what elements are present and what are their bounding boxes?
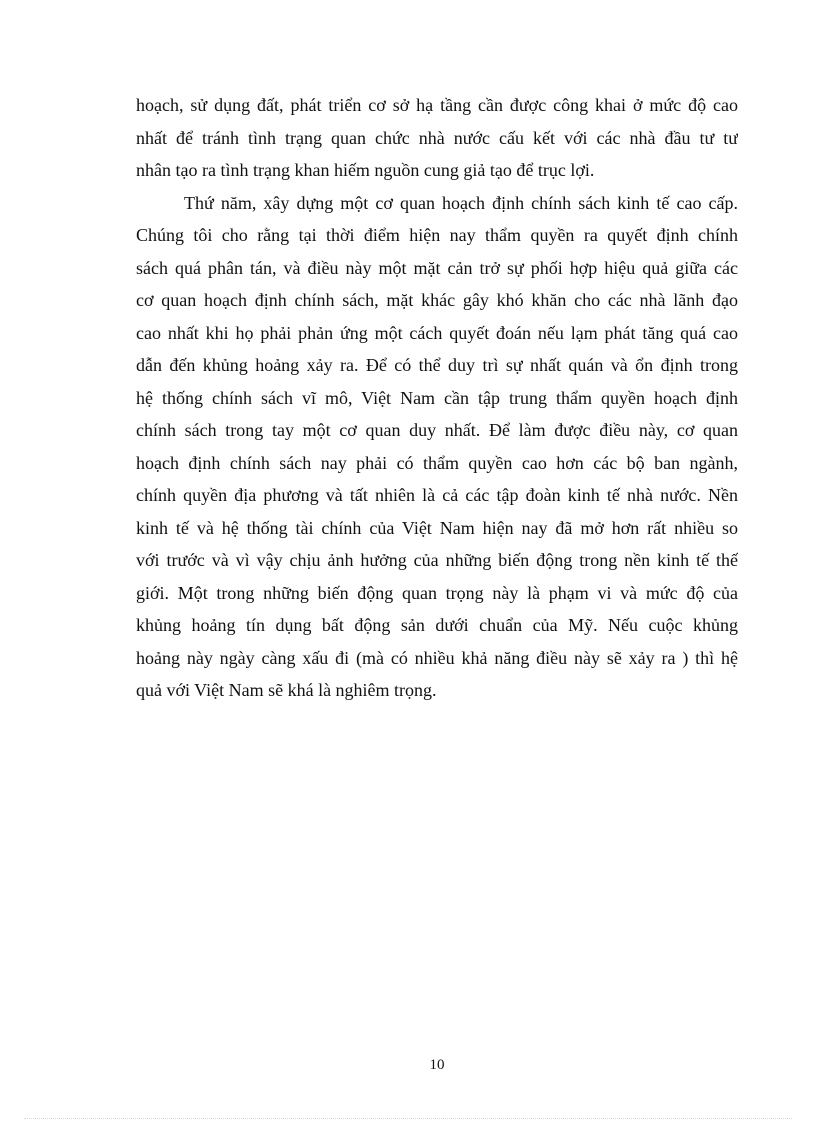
body-text (136, 89, 738, 707)
text-line: sách quá phân tán, và điều này một mặt cản trở sự phối hợp hiệu quả giữa các (136, 257, 738, 278)
text-line: kinh tế và hệ thống tài chính của Việt Nam hiện nay đã mở hơn rất nhiều so (136, 517, 738, 538)
text-line: chính sách trong tay một cơ quan duy nhất. Để làm được điều này, cơ quan (136, 420, 738, 440)
text-line: khủng hoảng tín dụng bất động sản dưới chuẩn của Mỹ. Nếu cuộc khủng (136, 615, 738, 635)
page-number: 10 (429, 1057, 445, 1073)
text-line: với trước và vì vậy chịu ảnh hưởng của những biến động trong nền kinh tế thế (136, 550, 738, 570)
text-line: cơ quan hoạch định chính sách, mặt khác gây khó khăn cho các nhà lãnh đạo (136, 290, 738, 310)
text-line: giới. Một trong những biến động quan trọng này là phạm vi và mức độ của (136, 582, 738, 603)
text-line: dẫn đến khủng hoảng xảy ra. Để có thể duy trì sự nhất quán và ổn định trong (136, 355, 738, 375)
text-line: Chúng tôi cho rằng tại thời điểm hiện nay thẩm quyền ra quyết định chính (136, 225, 738, 245)
text-line: nhất để tránh tình trạng quan chức nhà nước cấu kết với các nhà đầu tư tư (136, 127, 738, 148)
text-line: chính quyền địa phương và tất nhiên là cả các tập đoàn kinh tế nhà nước. Nền (136, 485, 738, 505)
paragraph-first-line: Thứ năm, xây dựng một cơ quan hoạch định chính sách kinh tế cao cấp. (184, 192, 738, 213)
text-line: nhân tạo ra tình trạng khan hiếm nguồn cung giả tạo để trục lợi. (136, 160, 595, 180)
page-bottom-divider (24, 1118, 792, 1119)
text-line: hệ thống chính sách vĩ mô, Việt Nam cần tập trung thẩm quyền hoạch định (136, 387, 738, 408)
text-line: hoạch định chính sách nay phải có thẩm quyền cao hơn các bộ ban ngành, (136, 452, 738, 473)
text-line: cao nhất khi họ phải phản ứng một cách quyết đoán nếu lạm phát tăng quá cao (136, 322, 738, 343)
text-line: hoảng này ngày càng xấu đi (mà có nhiều khả năng điều này sẽ xảy ra ) thì hệ (136, 647, 738, 668)
text-line: quả với Việt Nam sẽ khá là nghiêm trọng. (136, 680, 437, 700)
text-line: hoạch, sử dụng đất, phát triển cơ sở hạ tầng cần được công khai ở mức độ cao (136, 95, 738, 115)
